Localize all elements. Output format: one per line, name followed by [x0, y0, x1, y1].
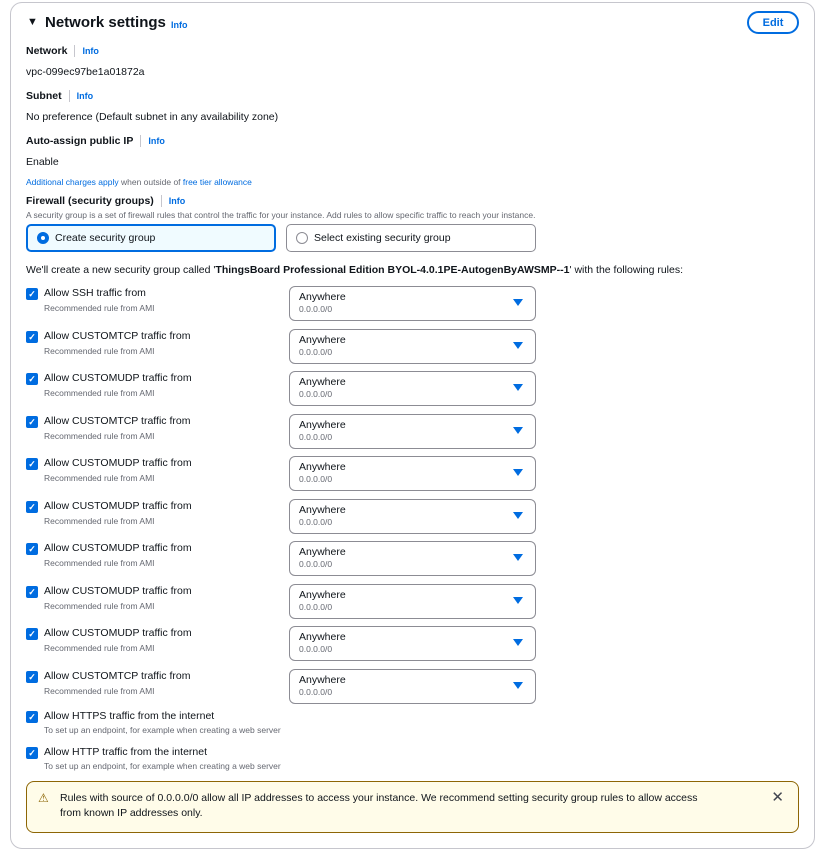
caret-down-icon: [513, 512, 523, 519]
caret-down-icon: [513, 682, 523, 689]
rule-checkbox[interactable]: ✓: [26, 458, 38, 470]
rule-subtitle: Recommended rule from AMI: [44, 388, 155, 398]
rule-subtitle: Recommended rule from AMI: [44, 685, 155, 696]
security-group-notice: [26, 264, 683, 276]
firewall-label-text: Firewall (security groups): [26, 195, 154, 207]
rule-title: Allow HTTPS traffic from the internet: [44, 710, 215, 722]
source-value: Anywhere: [299, 461, 346, 473]
source-cidr: 0.0.0.0/0: [299, 474, 333, 484]
firewall-label: [26, 195, 185, 207]
additional-charges-link[interactable]: Additional charges apply: [26, 177, 119, 187]
source-cidr: 0.0.0.0/0: [299, 601, 333, 612]
source-value: Anywhere: [299, 376, 346, 388]
source-value: Anywhere: [299, 291, 346, 303]
source-value: Anywhere: [299, 333, 346, 346]
source-select[interactable]: [289, 286, 536, 321]
source-value: Anywhere: [299, 588, 346, 601]
rule-subtitle: Recommended rule from AMI: [44, 643, 155, 653]
rule-title: Allow CUSTOMUDP traffic from: [44, 584, 192, 597]
rule-checkbox[interactable]: ✓: [26, 747, 38, 759]
source-cidr: 0.0.0.0/0: [299, 389, 333, 399]
firewall-description: A security group is a set of firewall rules that control the traffic for your instance. Add rules to allow specific traffic to reach your instance.: [26, 210, 536, 220]
caret-down-icon: [513, 639, 523, 646]
caret-down-icon: [513, 299, 523, 306]
rule-subtitle: Recommended rule from AMI: [44, 473, 155, 483]
source-cidr: 0.0.0.0/0: [299, 516, 333, 527]
rule-title: Allow CUSTOMTCP traffic from: [44, 414, 191, 427]
rule-row: [26, 415, 546, 451]
source-cidr: 0.0.0.0/0: [299, 346, 333, 357]
notice-suffix: ' with the following rules:: [569, 264, 684, 276]
source-select[interactable]: [289, 371, 536, 406]
warning-alert: [26, 781, 799, 833]
rule-title: Allow CUSTOMUDP traffic from: [44, 372, 192, 384]
notice-prefix: We'll create a new security group called ': [26, 264, 216, 276]
charges-text: when outside of: [118, 177, 183, 187]
rule-title: Allow CUSTOMUDP traffic from: [44, 542, 192, 554]
caret-down-icon: [513, 469, 523, 476]
network-value: vpc-099ec97be1a01872a: [26, 66, 145, 78]
source-cidr: 0.0.0.0/0: [299, 644, 333, 654]
source-value: Anywhere: [299, 503, 346, 516]
source-select[interactable]: [289, 456, 536, 491]
rule-row: [26, 287, 546, 323]
rule-subtitle: Recommended rule from AMI: [44, 600, 155, 611]
web-rule-row: [26, 746, 426, 776]
source-select[interactable]: [289, 414, 536, 449]
source-select[interactable]: [289, 329, 536, 364]
rule-checkbox[interactable]: ✓: [26, 671, 38, 683]
subnet-value: No preference (Default subnet in any availability zone): [26, 111, 279, 123]
source-cidr: 0.0.0.0/0: [299, 431, 333, 442]
select-existing-security-group-option[interactable]: [286, 224, 536, 252]
source-select[interactable]: [289, 626, 536, 661]
rule-checkbox[interactable]: ✓: [26, 628, 38, 640]
source-select[interactable]: [289, 499, 536, 534]
rule-title: Allow HTTP traffic from the internet: [44, 746, 208, 758]
caret-down-icon: [513, 554, 523, 561]
rule-title: Allow CUSTOMUDP traffic from: [44, 499, 192, 512]
subnet-label: [26, 90, 93, 102]
rule-checkbox[interactable]: ✓: [26, 288, 38, 300]
subnet-info-link[interactable]: Info: [76, 91, 94, 101]
rule-subtitle: Recommended rule from AMI: [44, 430, 155, 441]
rule-subtitle: To set up an endpoint, for example when creating a web server: [44, 725, 281, 735]
subnet-label-text: Subnet: [26, 90, 62, 102]
caret-down-icon: [513, 597, 523, 604]
rule-row: [26, 542, 546, 578]
rule-subtitle: Recommended rule from AMI: [44, 303, 155, 313]
alert-text: Rules with source of 0.0.0.0/0 allow all IP addresses to access your instance. We recommend setting security group rules to allow access from known IP addresses only.: [60, 792, 698, 819]
rule-row: [26, 585, 546, 621]
rule-row: [26, 457, 546, 493]
rule-checkbox[interactable]: ✓: [26, 711, 38, 723]
radio-unselected-icon[interactable]: [296, 232, 308, 244]
radio-selected-icon[interactable]: [37, 232, 49, 244]
create-security-group-option[interactable]: [26, 224, 276, 252]
security-group-name: ThingsBoard Professional Edition BYOL-4.0.1PE-AutogenByAWSMP--1: [215, 264, 570, 276]
source-value: Anywhere: [299, 673, 346, 686]
free-tier-link[interactable]: free tier allowance: [182, 177, 252, 187]
rule-row: [26, 372, 546, 408]
rule-checkbox[interactable]: ✓: [26, 416, 38, 428]
public-ip-value: Enable: [26, 156, 59, 168]
network-info-link[interactable]: Info: [82, 46, 99, 56]
rule-subtitle: Recommended rule from AMI: [44, 515, 155, 526]
rule-row: [26, 330, 546, 366]
rule-checkbox[interactable]: ✓: [26, 586, 38, 598]
rule-title: Allow CUSTOMTCP traffic from: [44, 329, 191, 342]
network-label-text: Network: [26, 45, 68, 57]
rule-title: Allow CUSTOMTCP traffic from: [44, 669, 191, 682]
public-ip-label: [26, 135, 165, 147]
public-ip-info-link[interactable]: Info: [148, 136, 165, 146]
caret-down-icon: [513, 342, 523, 349]
header-info-link[interactable]: Info: [171, 20, 188, 30]
rule-checkbox[interactable]: ✓: [26, 331, 38, 343]
caret-down-icon: [513, 384, 523, 391]
source-cidr: 0.0.0.0/0: [299, 686, 333, 697]
source-cidr: 0.0.0.0/0: [299, 304, 333, 314]
rule-checkbox[interactable]: ✓: [26, 501, 38, 513]
public-ip-label-text: Auto-assign public IP: [26, 135, 134, 147]
charges-note: [26, 177, 252, 187]
rule-subtitle: To set up an endpoint, for example when creating a web server: [44, 761, 281, 771]
rule-checkbox[interactable]: ✓: [26, 373, 38, 385]
rule-subtitle: Recommended rule from AMI: [44, 558, 155, 568]
rule-title: Allow CUSTOMUDP traffic from: [44, 627, 192, 639]
edit-button[interactable]: Edit: [747, 11, 799, 34]
option-label: Select existing security group: [314, 232, 451, 244]
source-select[interactable]: [289, 584, 536, 619]
source-select[interactable]: [289, 541, 536, 576]
collapse-caret-icon[interactable]: ▼: [27, 16, 38, 28]
firewall-info-link[interactable]: Info: [168, 196, 186, 206]
rule-checkbox[interactable]: ✓: [26, 543, 38, 555]
rule-title: Allow SSH traffic from: [44, 287, 146, 299]
source-value: Anywhere: [299, 631, 346, 643]
rule-row: [26, 670, 546, 706]
source-cidr: 0.0.0.0/0: [299, 559, 333, 569]
warning-icon: ⚠: [38, 791, 49, 805]
rule-row: [26, 500, 546, 536]
close-icon[interactable]: ✕: [771, 789, 784, 806]
source-value: Anywhere: [299, 418, 346, 431]
web-rule-row: [26, 710, 426, 740]
rule-subtitle: Recommended rule from AMI: [44, 345, 155, 356]
rule-title: Allow CUSTOMUDP traffic from: [44, 457, 192, 469]
source-select[interactable]: [289, 669, 536, 704]
network-label: [26, 45, 99, 57]
source-value: Anywhere: [299, 546, 346, 558]
rule-row: [26, 627, 546, 663]
option-label: Create security group: [55, 232, 156, 244]
page-title: Network settings: [45, 14, 166, 31]
caret-down-icon: [513, 427, 523, 434]
